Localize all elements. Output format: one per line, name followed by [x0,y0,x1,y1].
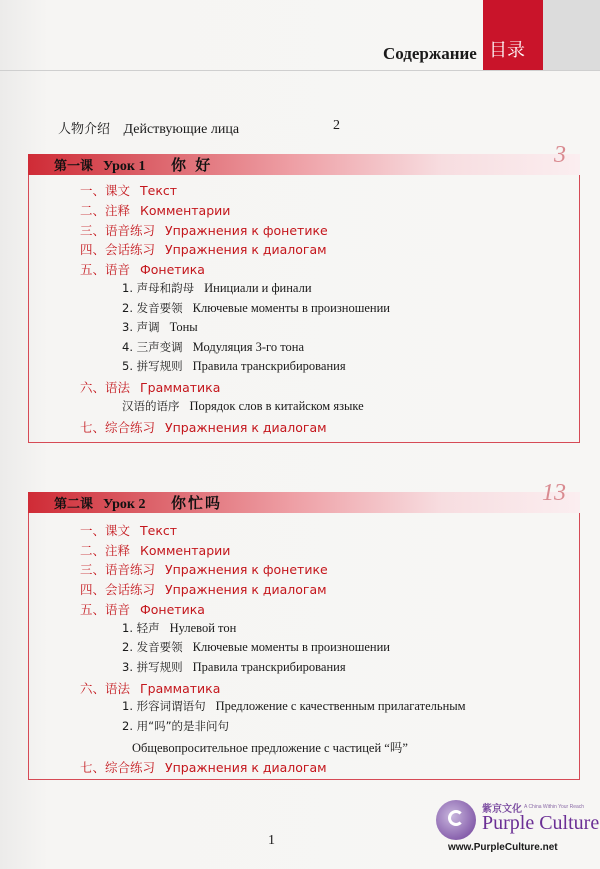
lesson-2-item[interactable]: 二、注释 Комментарии [80,543,231,558]
characters-page: 2 [333,118,340,133]
lesson-2-item[interactable]: 一、课文 Текст [80,523,178,538]
lesson-1-label-ru: Урок 1 [103,159,146,174]
lesson-1-item[interactable]: 六、语法 Грамматика [80,380,221,395]
logo-tagline: A China Within Your Reach [524,804,585,810]
lesson-1-item[interactable]: 七、综合练习 Упражнения к диалогам [80,420,327,435]
lesson-1-subitem[interactable]: 汉语的语序 Порядок слов в китайском языке [122,399,364,413]
lesson-2-subitem[interactable]: 1. 轻声 Нулевой тон [122,621,237,635]
logo-brand: Purple Culture [482,812,600,834]
lesson-1-subitem[interactable]: 5. 拼写规则 Правила транскрибирования [122,359,346,373]
header-tab-grey [543,0,600,70]
lesson-2-label [54,493,146,513]
lesson-2-page: 13 [542,480,566,506]
characters-ru: Действующие лица [123,122,240,137]
page-title: Содержание [383,44,477,63]
lesson-1-item[interactable]: 一、课文 Текст [80,183,178,198]
logo-seal-icon [436,800,476,840]
lesson-2-subitem[interactable]: Общевопросительное предложение с частицей “吗” [132,741,408,755]
watermark-logo [436,800,600,856]
lesson-1-item[interactable]: 五、语音 Фонетика [80,262,205,277]
lesson-1-page: 3 [554,142,566,168]
lesson-2-item[interactable]: 七、综合练习 Упражнения к диалогам [80,760,327,775]
header-divider [0,70,600,71]
lesson-1-subitem[interactable]: 2. 发音要领 Ключевые моменты в произношении [122,301,390,315]
lesson-1-subitem[interactable]: 4. 三声变调 Модуляция 3-го тона [122,340,305,354]
lesson-1-subitem[interactable]: 3. 声调 Тоны [122,320,198,334]
lesson-2-label-ru: Урок 2 [103,497,146,512]
lesson-2-item[interactable]: 四、会话练习 Упражнения к диалогам [80,582,327,597]
lesson-2-item[interactable]: 六、语法 Грамматика [80,681,221,696]
lesson-1-subitem[interactable]: 1. 声母和韵母 Инициали и финали [122,281,312,295]
toc-entry-characters[interactable] [58,118,340,138]
lesson-2-subitem[interactable]: 3. 拼写规则 Правила транскрибирования [122,660,346,674]
logo-cn: 紫京文化 [482,804,522,815]
lesson-1-item[interactable]: 四、会话练习 Упражнения к диалогам [80,242,327,257]
lesson-2-subitem[interactable]: 2. 用“吗”的是非问句 [122,719,230,733]
lesson-1-label [54,155,146,175]
lesson-2-header[interactable] [28,480,580,513]
lesson-1-header[interactable] [28,142,580,175]
lesson-2-subitem[interactable]: 2. 发音要领 Ключевые моменты в произношении [122,640,390,654]
lesson-2-label-cn: 第二课 [54,497,94,512]
page-title-cn: 目录 [489,40,525,61]
lesson-1-title: 你 好 [171,156,213,174]
lesson-2-title: 你忙吗 [171,494,223,512]
lesson-2-item[interactable]: 三、语音练习 Упражнения к фонетике [80,562,328,577]
characters-cn: 人物介绍 [58,122,111,137]
logo-url: www.PurpleCulture.net [448,842,558,853]
lesson-2-subitem[interactable]: 1. 形容词谓语句 Предложение с качественным прилагательным [122,699,466,713]
page-number: 1 [268,833,275,848]
lesson-1-label-cn: 第一课 [54,159,94,174]
lesson-1-item[interactable]: 三、语音练习 Упражнения к фонетике [80,223,328,238]
lesson-2-item[interactable]: 五、语音 Фонетика [80,602,205,617]
lesson-1-item[interactable]: 二、注释 Комментарии [80,203,231,218]
